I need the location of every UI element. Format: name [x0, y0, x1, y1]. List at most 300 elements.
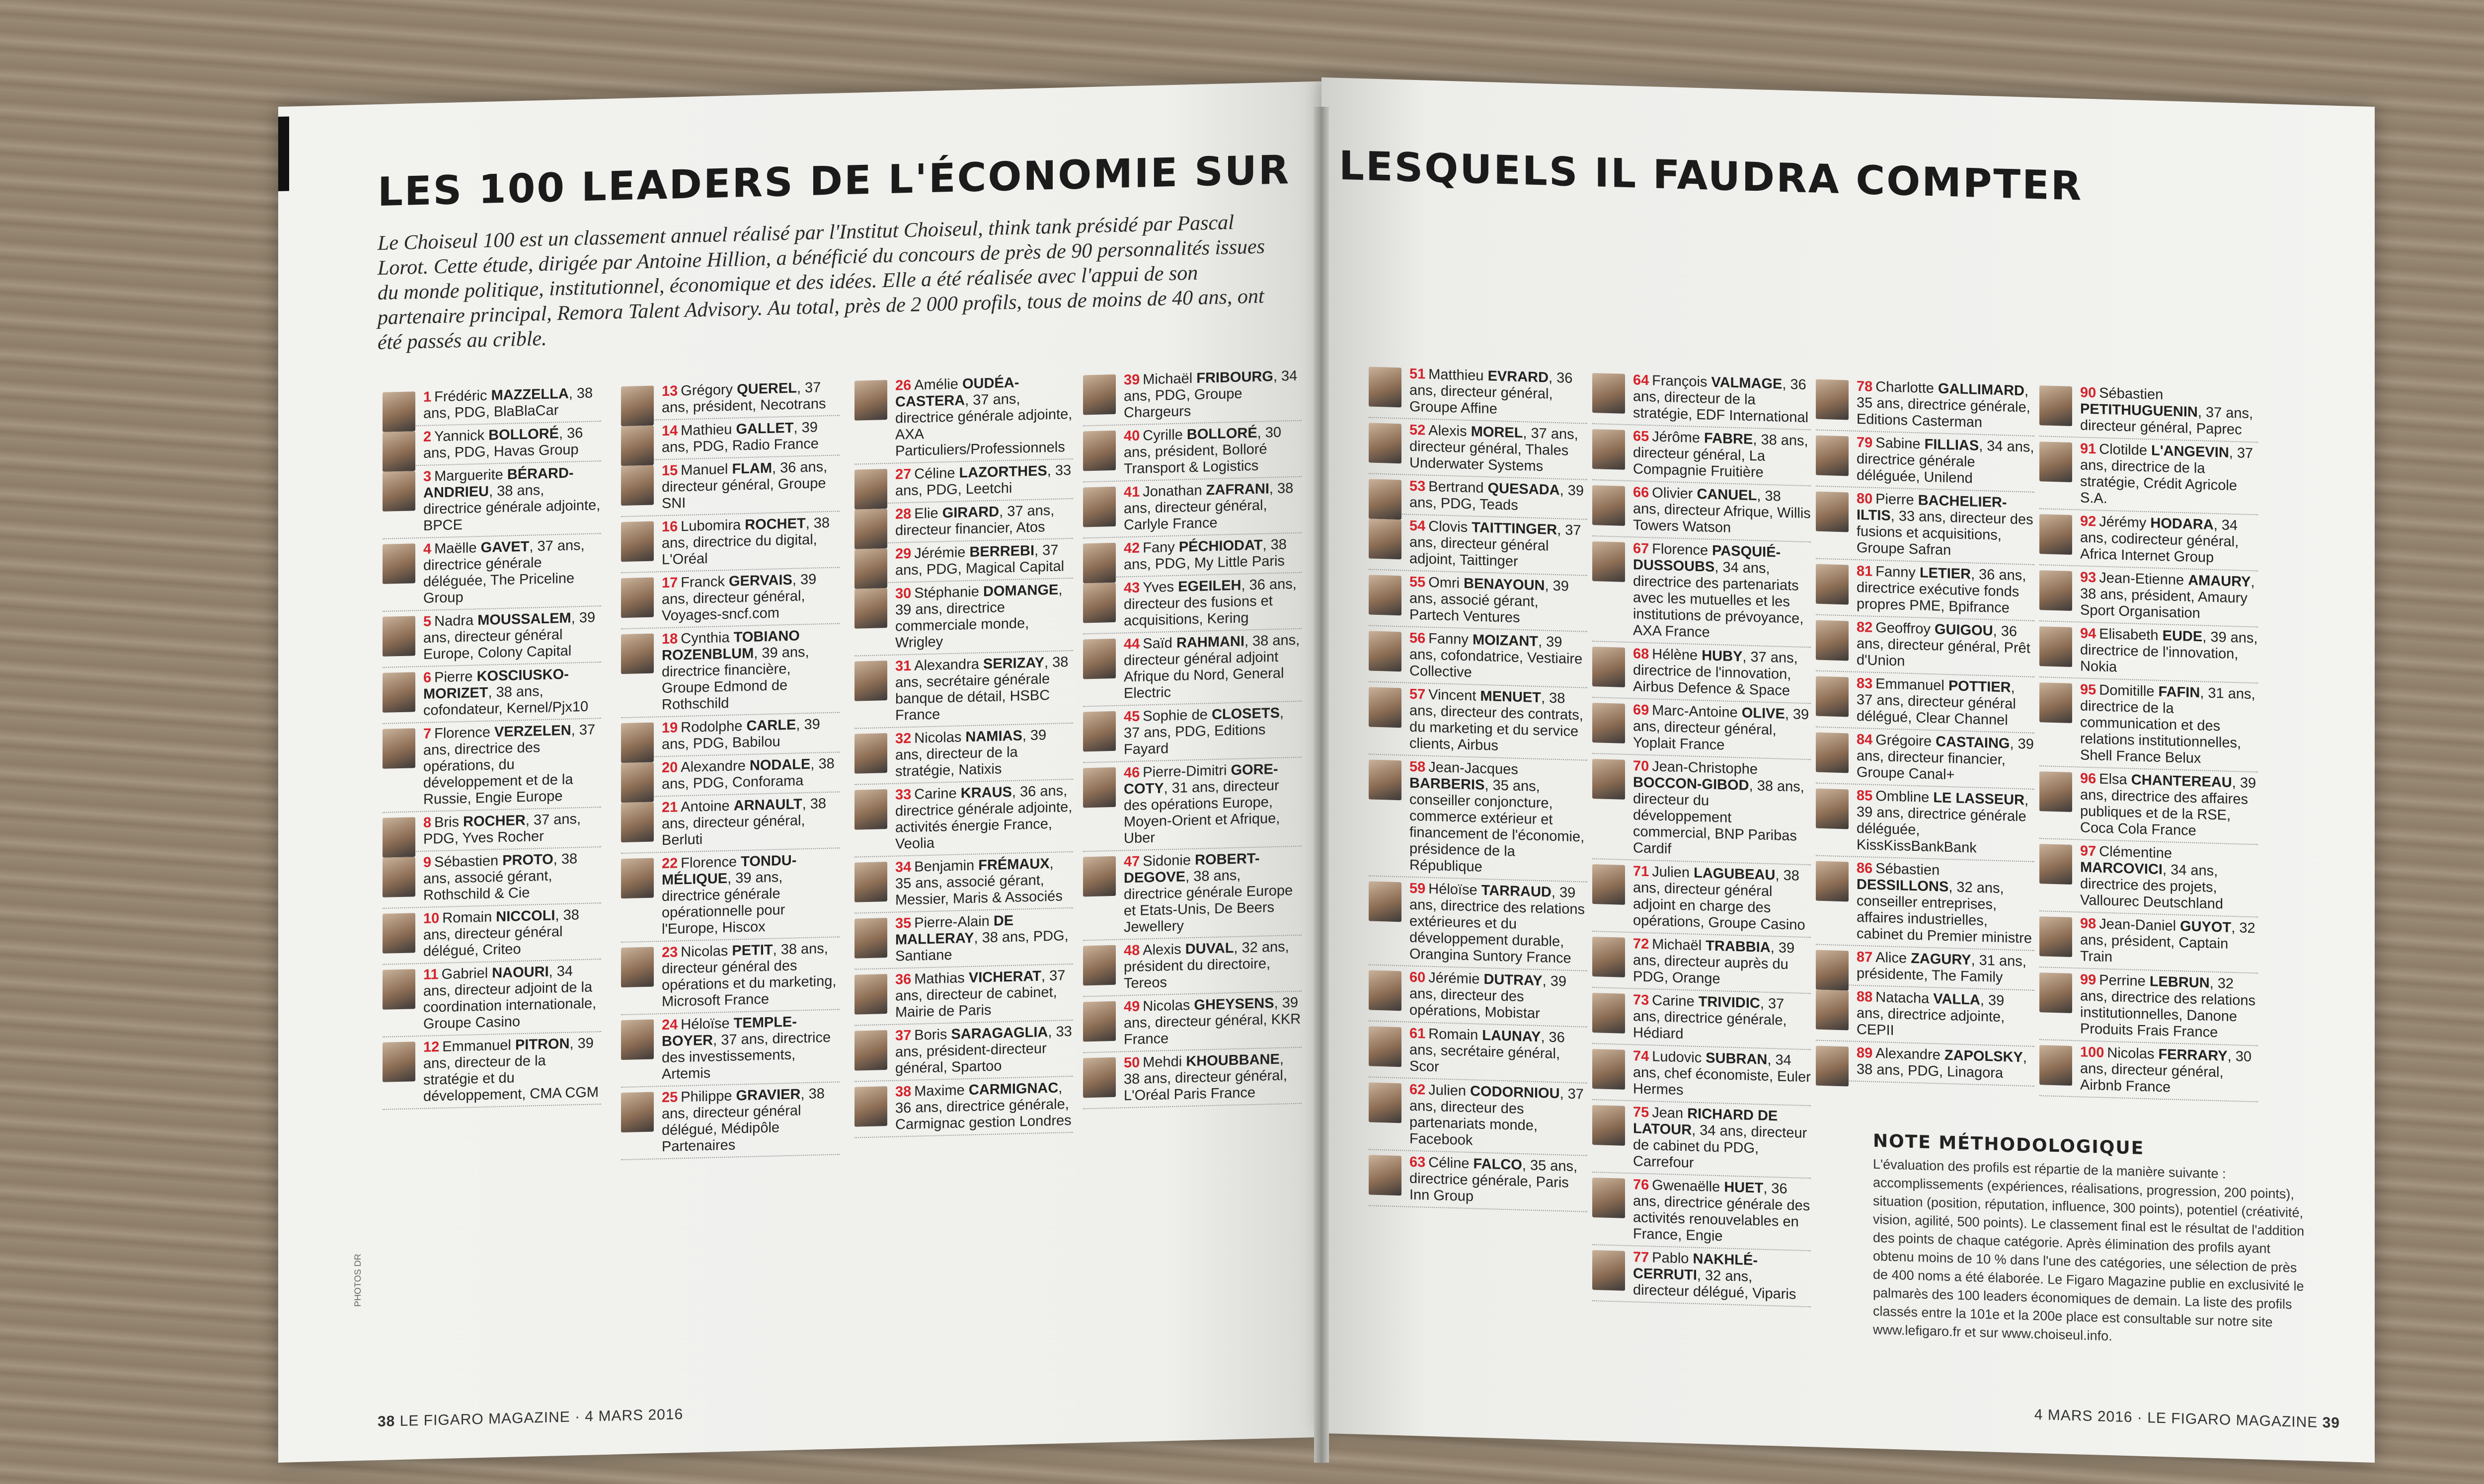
- last-name: VALMAGE: [1711, 374, 1783, 392]
- first-name: Jean-Christophe: [1652, 758, 1758, 778]
- last-name: FRÉMAUX: [978, 856, 1050, 874]
- leader-description: , 37 ans, PDG, Editions Fayard: [1124, 705, 1284, 758]
- footer-right: [2034, 1407, 2340, 1432]
- first-name: Grégoire: [1875, 732, 1932, 750]
- rank-number: 30: [895, 585, 912, 602]
- portrait-photo: [621, 465, 654, 506]
- leader-description: , 34 ans, codirecteur général, Africa Internet Group: [2080, 517, 2239, 566]
- leader-text: [1633, 936, 1811, 990]
- first-name: Pablo: [1652, 1250, 1689, 1267]
- leader-text: [1857, 675, 2034, 730]
- leader-text: [895, 967, 1073, 1021]
- portrait-photo: [854, 588, 887, 629]
- last-name: MOREL: [1471, 424, 1523, 442]
- last-name: FAFIN: [2158, 683, 2200, 701]
- rank-number: 81: [1857, 563, 1873, 580]
- leader-entry: [1369, 965, 1587, 1027]
- leader-text: [662, 755, 840, 793]
- leader-entry: [1592, 1044, 1811, 1106]
- first-name: Cyrille: [1143, 427, 1183, 444]
- rank-number: 46: [1124, 764, 1140, 781]
- leader-text: [662, 851, 840, 938]
- rank-number: 89: [1857, 1044, 1873, 1061]
- leader-text: [1124, 480, 1302, 534]
- leader-entry: [383, 719, 601, 813]
- leader-entry: [1592, 368, 1811, 430]
- first-name: Héloïse: [681, 1015, 730, 1033]
- last-name: LAZORTHES: [959, 463, 1047, 481]
- first-name: Romain: [442, 909, 492, 926]
- ranking-column: [1592, 368, 1811, 1307]
- last-name: ZAPOLSKY: [1944, 1047, 2023, 1066]
- leader-description: , 38 ans, directeur général, L'Oréal Paris France: [1124, 1051, 1287, 1104]
- leader-entry: [1816, 1041, 2034, 1087]
- leader-entry: [621, 624, 840, 718]
- page-number-right: 39: [2322, 1414, 2340, 1432]
- first-name: Héloïse: [1428, 881, 1477, 898]
- rank-number: 49: [1124, 998, 1140, 1015]
- leader-entry: [854, 1077, 1073, 1138]
- first-name: Boris: [914, 1027, 947, 1043]
- rank-number: 6: [423, 669, 432, 686]
- first-name: Alexis: [1143, 941, 1181, 959]
- first-name: Geoffroy: [1875, 619, 1931, 638]
- first-name: Pierre-Dimitri: [1143, 762, 1227, 781]
- leader-entry: [854, 780, 1073, 858]
- leader-text: [895, 582, 1073, 652]
- portrait-photo: [2039, 682, 2072, 723]
- last-name: TEMPLE-BOYER: [662, 1014, 797, 1050]
- leader-description: , 36 ans, directrice générale, Carmignac gestion Londres: [895, 1080, 1072, 1133]
- leader-entry: [1369, 514, 1587, 576]
- leader-text: [1124, 368, 1302, 422]
- last-name: DESSILLONS: [1857, 876, 1949, 895]
- portrait-photo: [2039, 844, 2072, 885]
- leader-entry: [621, 1010, 840, 1088]
- ranking-column: [854, 371, 1073, 1138]
- leader-entry: [1369, 1077, 1587, 1156]
- first-name: Nicolas: [681, 943, 728, 961]
- first-name: Bertrand: [1428, 478, 1484, 496]
- first-name: Jérémie: [914, 544, 966, 562]
- portrait-photo: [1369, 367, 1401, 407]
- portrait-photo: [1592, 541, 1625, 582]
- leader-text: [1633, 484, 1811, 538]
- last-name: MAZZELLA: [491, 385, 569, 404]
- leader-description: , 38 ans, PDG, BlaBlaCar: [423, 385, 593, 422]
- leader-entry: [621, 568, 840, 629]
- last-name: NICCOLI: [496, 907, 555, 925]
- first-name: Marc-Antoine: [1652, 702, 1738, 721]
- first-name: Carine: [914, 785, 957, 803]
- leader-description: , 38 ans, directeur général, Berluti: [662, 796, 827, 849]
- leader-entry: [1592, 1100, 1811, 1179]
- rank-number: 54: [1409, 518, 1426, 534]
- first-name: Gwenaëlle: [1652, 1177, 1720, 1195]
- leader-description: , 31 ans, directeur des opérations Europe, Moyen-Orient et Afrique, Uber: [1124, 777, 1280, 847]
- rank-number: 29: [895, 545, 912, 562]
- leader-description: , 38 ans, directrice générale Europe et Etats-Unis, De Beers Jewellery: [1124, 867, 1293, 936]
- first-name: Jérémy: [2099, 514, 2147, 531]
- open-magazine: [278, 107, 2375, 1463]
- portrait-photo: [1369, 423, 1401, 463]
- last-name: PASQUIÉ-DUSSOUBS: [1633, 542, 1781, 575]
- portrait-photo: [1592, 373, 1625, 414]
- last-name: GUIGOU: [1935, 621, 1993, 639]
- leader-entry: [1369, 418, 1587, 480]
- first-name: Vincent: [1428, 686, 1476, 704]
- leader-description: , 39 ans, directeur général, Voyages-sncf.com: [662, 571, 817, 624]
- methodology-note-title: NOTE MÉTHODOLOGIQUE: [1873, 1130, 2145, 1159]
- leader-entry: [1369, 1021, 1587, 1083]
- portrait-photo: [383, 969, 415, 1010]
- rank-number: 76: [1633, 1177, 1649, 1193]
- leader-description: , 34 ans, directrice des projets, Vallourec Deutschland: [2080, 862, 2224, 912]
- leader-text: [1857, 378, 2034, 433]
- leader-description: , 36 ans, directeur des fusions et acquisitions, Kering: [1124, 576, 1297, 629]
- rank-number: 98: [2080, 915, 2096, 932]
- leader-text: [423, 385, 601, 422]
- leader-text: [1857, 949, 2034, 987]
- leader-entry: [854, 724, 1073, 785]
- headline-right: LESQUELS IL FAUDRA COMPTER: [1339, 142, 2083, 210]
- leader-text: [662, 940, 840, 1010]
- leader-description: , 38 ans, cofondateur, Kernel/Pjx10: [423, 683, 589, 719]
- leader-description: , 31 ans, présidente, The Family: [1857, 952, 2026, 986]
- last-name: LEBRUN: [2149, 973, 2210, 991]
- leader-text: [1857, 1045, 2034, 1083]
- rank-number: 36: [895, 971, 912, 988]
- rank-number: 1: [423, 389, 432, 405]
- leader-entry: [1369, 754, 1587, 882]
- last-name: KRAUS: [960, 784, 1012, 802]
- leader-description: , 37 ans, directeur des partenariats monde, Facebook: [1409, 1086, 1584, 1149]
- portrait-photo: [1592, 993, 1625, 1034]
- leader-entry: [621, 848, 840, 943]
- leader-description: , 39 ans, directeur financier, Groupe Canal+: [1857, 736, 2034, 783]
- rank-number: 3: [423, 468, 432, 485]
- leader-text: [662, 795, 840, 849]
- last-name: MENUET: [1480, 688, 1541, 706]
- first-name: Mehdi: [1143, 1053, 1182, 1071]
- photo-credit: PHOTOS DR: [353, 1254, 363, 1307]
- portrait-photo: [621, 858, 654, 899]
- leader-entry: [621, 416, 840, 461]
- leader-text: [1409, 1154, 1587, 1208]
- leader-description: , 32 ans, président du directoire, Tereos: [1124, 939, 1289, 992]
- rank-number: 95: [2080, 681, 2096, 698]
- leader-text: [1857, 788, 2034, 858]
- first-name: Saïd: [1143, 635, 1172, 652]
- rank-number: 60: [1409, 969, 1426, 986]
- leader-text: [1633, 540, 1811, 644]
- first-name: Pierre: [434, 668, 473, 686]
- first-name: Carine: [1652, 992, 1695, 1010]
- leader-description: , 39 ans, directrice générale opérationnelle pour l'Europe, Hiscox: [662, 869, 785, 938]
- rank-number: 75: [1633, 1104, 1649, 1121]
- first-name: Julien: [1652, 864, 1690, 881]
- leader-description: , 37 ans, PDG, Magical Capital: [895, 542, 1065, 579]
- portrait-photo: [854, 974, 887, 1015]
- portrait-photo: [383, 672, 415, 713]
- ranking-column: [1369, 362, 1587, 1212]
- last-name: BARBERIS: [1409, 775, 1485, 793]
- portrait-photo: [1592, 703, 1625, 743]
- first-name: Clotilde: [2099, 441, 2147, 459]
- leader-description: , 38 ans, directeur général délégué, Médipôle Partenaires: [662, 1086, 825, 1155]
- leader-entry: [2039, 621, 2258, 683]
- last-name: AMAURY: [2188, 572, 2251, 591]
- first-name: Perrine: [2099, 972, 2146, 990]
- portrait-photo: [1816, 436, 1849, 476]
- rank-number: 11: [423, 966, 439, 983]
- leader-entry: [1816, 728, 2034, 790]
- rank-number: 31: [895, 658, 912, 674]
- first-name: Olivier: [1652, 485, 1693, 502]
- portrait-photo: [1816, 861, 1849, 902]
- portrait-photo: [1592, 1105, 1625, 1146]
- first-name: Elsa: [2099, 771, 2127, 788]
- leader-description: , 39 ans, directeur général Europe, Colony Capital: [423, 609, 596, 663]
- portrait-photo: [1083, 374, 1116, 415]
- leader-description: , 37 ans, directrice des investissements, Artemis: [662, 1029, 831, 1083]
- rank-number: 68: [1633, 646, 1649, 663]
- first-name: Mathias: [914, 970, 965, 987]
- last-name: PÉCHIODAT: [1178, 537, 1263, 555]
- first-name: Jean: [1652, 1105, 1684, 1122]
- rank-number: 80: [1857, 490, 1873, 507]
- rank-number: 25: [662, 1089, 678, 1106]
- portrait-photo: [2039, 514, 2072, 555]
- last-name: SUBRAN: [1706, 1050, 1768, 1068]
- leader-entry: [1592, 536, 1811, 648]
- leader-text: [1633, 1104, 1811, 1175]
- last-name: LAUNAY: [1482, 1027, 1541, 1045]
- first-name: Stéphanie: [914, 584, 979, 601]
- leader-entry: [1083, 477, 1302, 539]
- last-name: TONDU-MÉLIQUE: [662, 852, 797, 889]
- leader-entry: [621, 752, 840, 798]
- rank-number: 37: [895, 1027, 912, 1044]
- leader-text: [1124, 939, 1302, 992]
- rank-number: 2: [423, 429, 432, 445]
- rank-number: 27: [895, 466, 912, 483]
- leader-entry: [1083, 573, 1302, 635]
- leader-text: [1409, 518, 1587, 572]
- leader-description: , 39 ans, directrice commerciale monde, Wrigley: [895, 582, 1063, 651]
- leader-description: , 32 ans, conseiller entreprises, affaires industrielles, cabinet du Premier ministre: [1857, 879, 2032, 947]
- leader-text: [1633, 1249, 1811, 1303]
- portrait-photo: [621, 1092, 654, 1133]
- last-name: KHOUBBANE: [1186, 1051, 1280, 1070]
- last-name: TRABBIA: [1706, 938, 1771, 956]
- last-name: ROCHET: [745, 516, 806, 533]
- leader-text: [2080, 625, 2258, 679]
- first-name: Jean-Daniel: [2099, 916, 2176, 934]
- leader-text: [1409, 422, 1587, 476]
- leader-description: , 37 ans, directrice générale adjointe, AXA Particuliers/Professionnels: [895, 391, 1073, 459]
- rank-number: 94: [2080, 625, 2096, 642]
- leader-text: [1633, 992, 1811, 1046]
- leader-description: , 35 ans, conseiller conjoncture, commerce extérieur et financement de l'économie, présidence de la République: [1409, 777, 1585, 875]
- last-name: GRAVIER: [736, 1086, 801, 1104]
- leader-description: , 36 ans, directeur général, Groupe Affine: [1409, 370, 1573, 417]
- first-name: Florence: [681, 854, 737, 872]
- portrait-photo: [1592, 864, 1625, 905]
- leader-entry: [1592, 424, 1811, 486]
- leader-description: , 39 ans, directeur de la stratégie, Natixis: [895, 727, 1047, 780]
- leader-entry: [854, 1021, 1073, 1082]
- last-name: HUET: [1724, 1179, 1764, 1196]
- portrait-photo: [1816, 1046, 1849, 1087]
- leader-entry: [854, 499, 1073, 544]
- leader-entry: [1816, 615, 2034, 677]
- leader-text: [1124, 576, 1302, 630]
- leader-text: [423, 1035, 601, 1105]
- last-name: CARMIGNAC: [968, 1080, 1059, 1099]
- last-name: VICHERAT: [968, 968, 1041, 986]
- portrait-photo: [2039, 442, 2072, 482]
- leader-text: [1857, 435, 2034, 489]
- leader-text: [1124, 705, 1302, 758]
- rank-number: 83: [1857, 675, 1873, 692]
- leader-entry: [621, 792, 840, 854]
- last-name: RAHMANI: [1176, 633, 1244, 651]
- ranking-column: [1816, 374, 2034, 1087]
- last-name: FILLIAS: [1924, 436, 1979, 454]
- last-name: FALCO: [1473, 1156, 1522, 1174]
- leader-text: [1633, 702, 1811, 756]
- first-name: Sidonie: [1143, 852, 1191, 870]
- last-name: MOIZANT: [1472, 632, 1539, 650]
- leader-entry: [854, 371, 1073, 465]
- portrait-photo: [1592, 429, 1625, 470]
- last-name: BÉRARD-ANDRIEU: [423, 465, 574, 501]
- leader-text: [423, 722, 601, 808]
- rank-number: 61: [1409, 1025, 1426, 1042]
- rank-number: 92: [2080, 513, 2096, 530]
- leader-description: , 34 ans, PDG, Groupe Chargeurs: [1124, 368, 1298, 421]
- ranking-column: [2039, 380, 2258, 1102]
- portrait-photo: [1816, 564, 1849, 605]
- leader-entry: [854, 539, 1073, 584]
- rank-number: 13: [662, 383, 678, 400]
- leader-description: , 38 ans, directrice du digital, L'Oréal: [662, 515, 830, 568]
- first-name: Natacha: [1875, 989, 1930, 1007]
- first-name: Florence: [434, 724, 490, 742]
- rank-number: 66: [1633, 484, 1649, 501]
- leader-text: [662, 515, 840, 568]
- first-name: Julien: [1428, 1082, 1467, 1099]
- leader-entry: [1816, 784, 2034, 862]
- portrait-photo: [1083, 431, 1116, 471]
- portrait-photo: [854, 918, 887, 959]
- last-name: DUTRAY: [1483, 971, 1543, 989]
- rank-number: 67: [1633, 540, 1649, 557]
- rank-number: 12: [423, 1039, 440, 1055]
- rank-number: 10: [423, 910, 440, 927]
- last-name: BOCCON-GIBOD: [1633, 774, 1749, 794]
- last-name: EGEILEH: [1178, 577, 1242, 595]
- ranking-column: [1083, 365, 1302, 1110]
- leader-description: , 39 ans, PDG, Teads: [1409, 482, 1584, 514]
- last-name: LAGUBEAU: [1694, 865, 1776, 884]
- rank-number: 50: [1124, 1054, 1140, 1071]
- rank-number: 47: [1124, 853, 1140, 870]
- rank-number: 22: [662, 855, 678, 872]
- rank-number: 28: [895, 506, 912, 522]
- first-name: Céline: [914, 465, 955, 482]
- rank-number: 32: [895, 730, 912, 747]
- rank-number: 48: [1124, 942, 1140, 959]
- last-name: BACHELIER-ILTIS: [1857, 492, 2007, 524]
- portrait-photo: [621, 578, 654, 618]
- rank-number: 85: [1857, 787, 1873, 804]
- portrait-photo: [1083, 767, 1116, 808]
- last-name: OLIVE: [1741, 705, 1785, 722]
- first-name: Alexandra: [914, 656, 979, 674]
- portrait-photo: [1592, 647, 1625, 687]
- leader-text: [1409, 969, 1587, 1024]
- first-name: Jean-Etienne: [2099, 570, 2184, 589]
- leader-entry: [1083, 533, 1302, 579]
- first-name: Mathieu: [681, 421, 732, 439]
- leader-entry: [383, 903, 601, 965]
- leader-text: [662, 1085, 840, 1155]
- leader-text: [662, 379, 840, 416]
- leader-text: [662, 419, 840, 456]
- leader-entry: [2039, 839, 2258, 917]
- leader-entry: [383, 808, 601, 853]
- leader-description: , 37 ans, président, Necotrans: [662, 379, 826, 416]
- leader-description: , 34 ans, directeur adjoint de la coordination internationale, Groupe Casino: [423, 963, 597, 1032]
- leader-entry: [383, 382, 601, 427]
- leader-description: , 34 ans, directrice des partenariats avec les mutuelles et les institutions de prévoyance, AXA France: [1633, 559, 1804, 641]
- last-name: MARCOVICI: [2080, 859, 2163, 878]
- last-name: QUEREL: [737, 380, 797, 398]
- rank-number: 24: [662, 1017, 678, 1034]
- rank-number: 17: [662, 575, 678, 592]
- rank-number: 84: [1857, 731, 1873, 748]
- first-name: Yannick: [434, 427, 485, 445]
- leader-description: , 36 ans, directeur de la stratégie, EDF International: [1633, 376, 1809, 426]
- leader-entry: [1369, 570, 1587, 632]
- portrait-photo: [1083, 711, 1116, 752]
- leader-entry: [1592, 859, 1811, 938]
- last-name: GORE-COTY: [1124, 761, 1278, 798]
- first-name: Sophie de: [1143, 707, 1208, 725]
- first-name: Philippe: [681, 1088, 732, 1106]
- last-name: GHEYSENS: [1194, 995, 1274, 1013]
- portrait-photo: [1592, 1178, 1625, 1218]
- portrait-photo: [1592, 1250, 1625, 1291]
- leader-text: [1857, 491, 2034, 561]
- portrait-photo: [1592, 937, 1625, 977]
- leader-text: [2080, 770, 2258, 841]
- first-name: Sabine: [1875, 435, 1921, 452]
- portrait-photo: [1369, 759, 1401, 800]
- leader-description: , 38 ans, directeur des contrats, du marketing et du service clients, Airbus: [1409, 690, 1583, 754]
- rank-number: 93: [2080, 569, 2096, 586]
- ranking-column: [621, 376, 840, 1160]
- first-name: Ombline: [1875, 788, 1930, 806]
- methodology-note: [1873, 1131, 2310, 1351]
- portrait-photo: [1369, 881, 1401, 922]
- leader-text: [895, 1024, 1073, 1077]
- portrait-photo: [1816, 676, 1849, 717]
- first-name: Jérémie: [1428, 969, 1480, 987]
- last-name: VALLA: [1933, 991, 1980, 1008]
